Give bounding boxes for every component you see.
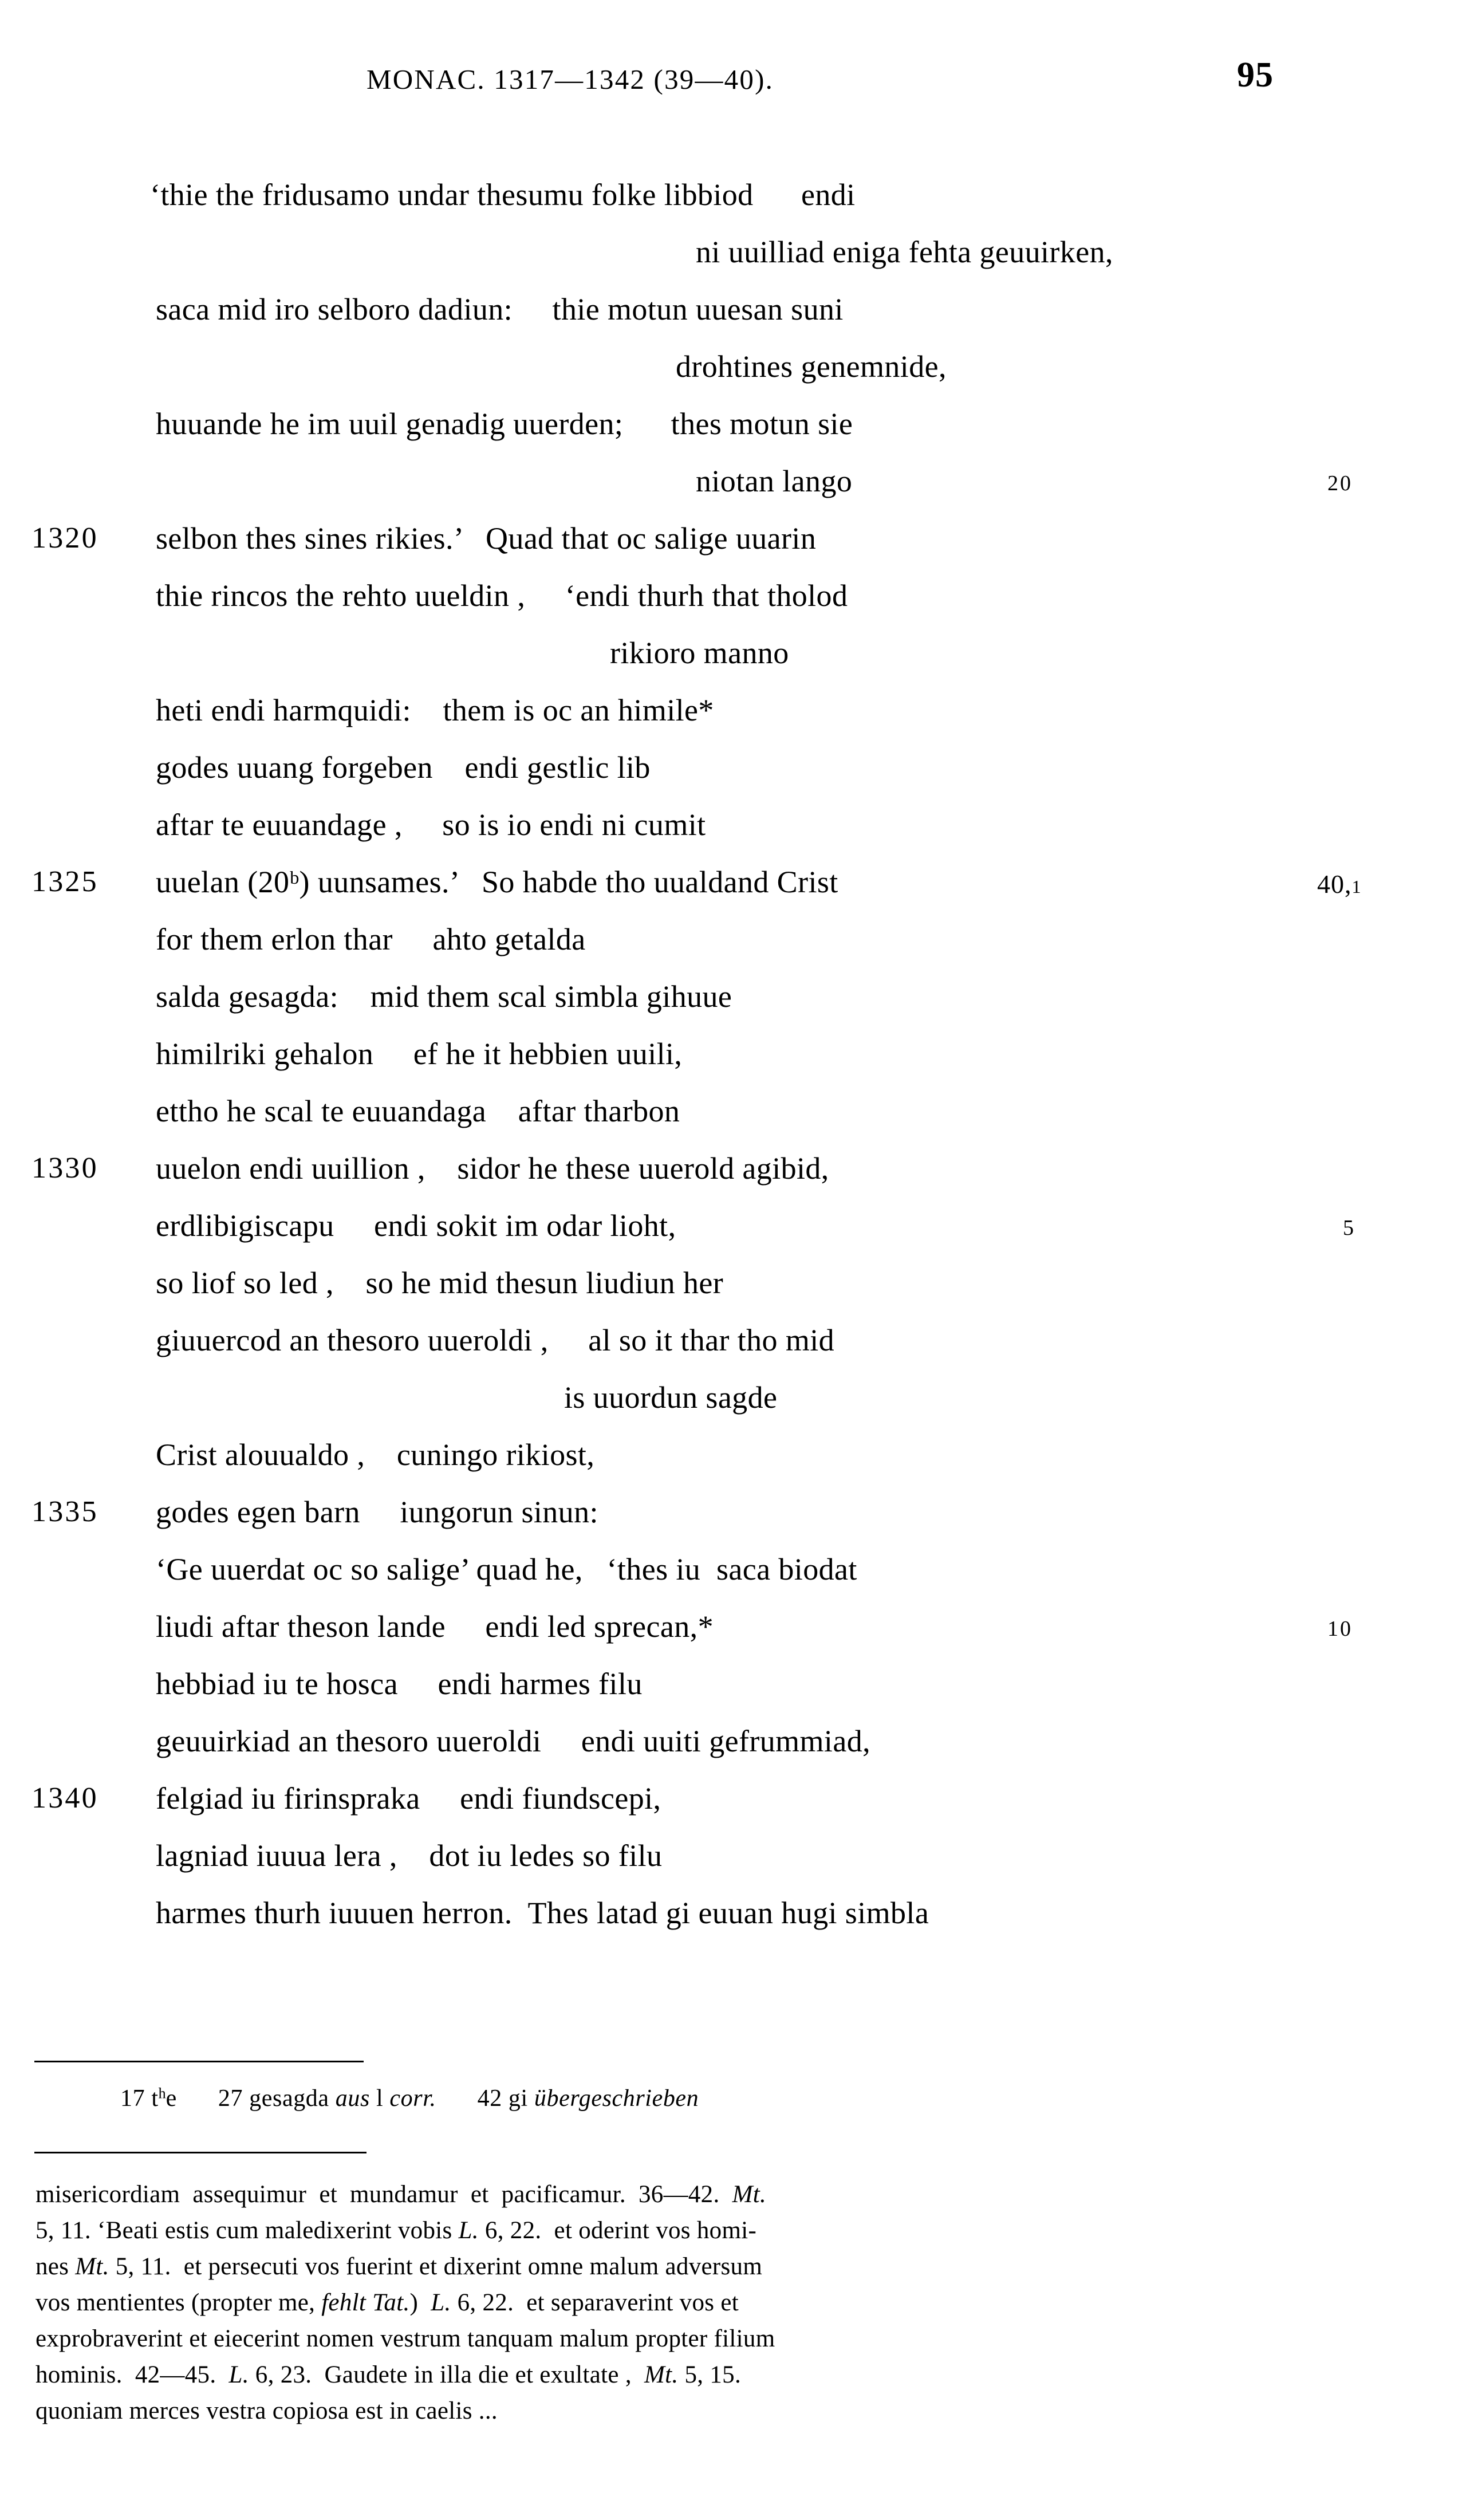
verse-line-text: aftar te euuandage , so is io endi ni cumit — [156, 808, 706, 842]
verse-line-number: 1335 — [31, 1495, 98, 1528]
verse-line-text: saca mid iro selboro dadiun: thie motun uuesan suni — [156, 292, 844, 326]
footnote-line: quoniam merces vestra copiosa est in caelis ... — [36, 2397, 498, 2424]
verse-line-text: ettho he scal te euuandaga aftar tharbon — [156, 1094, 680, 1128]
apparatus-rule-top — [34, 2061, 364, 2062]
verse-line — [0, 1541, 1466, 1598]
verse-line — [0, 853, 1466, 911]
verse-line — [0, 1712, 1466, 1770]
verse-line-text: felgiad iu firinspraka endi fiundscepi, — [156, 1781, 661, 1816]
apparatus-entry-3-line: 42 — [477, 2085, 502, 2112]
verse-line-text: ‘Ge uuerdat oc so salige’ quad he, ‘thes iu saca biodat — [156, 1552, 857, 1586]
verse-line-text: selbon thes sines rikies.’ Quad that oc salige uuarin — [156, 521, 817, 556]
running-head-title: MONAC. 1317—1342 (39—40). — [366, 64, 774, 95]
footnote-line: vos mentientes (propter me, fehlt Tat.) L. 6, 22. et separaverint vos et — [36, 2289, 739, 2316]
verse-line-text: uuelon endi uuillion , sidor he these uuerold agibid, — [156, 1151, 829, 1186]
verse-line — [0, 1197, 1466, 1254]
verse-line-text: godes egen barn iungorun sinun: — [156, 1495, 598, 1529]
verse-block — [0, 166, 1466, 1942]
latin-source-footnote — [36, 2176, 1307, 2429]
verse-line — [0, 1770, 1466, 1827]
verse-line-text: liudi aftar theson lande endi led sprecan,* — [156, 1609, 714, 1644]
apparatus-criticus — [120, 2085, 699, 2112]
apparatus-entry-3-note: übergeschrieben — [534, 2085, 699, 2112]
marginal-reference-number: 40,1 — [1317, 869, 1362, 899]
page-number: 95 — [1237, 56, 1274, 94]
apparatus-entry-2-note-b: corr. — [389, 2085, 436, 2112]
verse-line — [0, 567, 1466, 624]
verse-line — [0, 911, 1466, 968]
verse-line — [0, 395, 1466, 452]
marginal-reference-number: 10 — [1327, 1617, 1353, 1641]
apparatus-entry-1-line: 17 — [120, 2085, 145, 2112]
marginal-reference-number: 5 — [1343, 1216, 1355, 1240]
footnote-line: nes Mt. 5, 11. et persecuti vos fuerint et dixerint omne malum adversum — [36, 2253, 763, 2280]
verse-line — [0, 968, 1466, 1025]
verse-line — [0, 1598, 1466, 1655]
running-head — [0, 56, 1466, 115]
verse-line-text: thie rincos the rehto uueldin , ‘endi thurh that tholod — [156, 578, 848, 613]
verse-line — [0, 682, 1466, 739]
apparatus-entry-1-tail: e — [165, 2085, 177, 2112]
apparatus-rule-bottom — [34, 2152, 366, 2153]
verse-line — [0, 223, 1466, 281]
footnote-line: misericordiam assequimur et mundamur et pacificamur. 36—42. Mt. — [36, 2181, 767, 2208]
verse-line — [0, 1884, 1466, 1942]
verse-line-text: uuelan (20ᵇ) uunsames.’ So habde tho uualdand Crist — [156, 865, 838, 899]
apparatus-entry-1-superscript: h — [158, 2085, 166, 2102]
verse-line-text: giuuercod an thesoro uueroldi , al so it thar tho mid — [156, 1323, 835, 1357]
footnote-line: exprobraverint et eiecerint nomen vestrum tanquam malum propter filium — [36, 2325, 775, 2352]
verse-line — [0, 338, 1466, 395]
verse-line-text: ni uuilliad eniga fehta geuuirken, — [696, 235, 1113, 269]
verse-line — [0, 1426, 1466, 1483]
verse-line — [0, 1827, 1466, 1884]
verse-line-number: 1340 — [31, 1782, 98, 1814]
apparatus-entry-3-lemma: gi — [508, 2085, 528, 2112]
verse-line-text: Crist alouualdo , cuningo rikiost, — [156, 1438, 595, 1472]
verse-line — [0, 1655, 1466, 1712]
verse-line-text: himilriki gehalon ef he it hebbien uuili, — [156, 1037, 683, 1071]
verse-line-text: for them erlon thar ahto getalda — [156, 922, 586, 956]
verse-line — [0, 452, 1466, 510]
apparatus-entry-2-note-a: aus — [335, 2085, 370, 2112]
verse-line-number: 1320 — [31, 522, 98, 554]
verse-line-text: heti endi harmquidi: them is oc an himile* — [156, 693, 714, 727]
verse-line-text: lagniad iuuua lera , dot iu ledes so filu — [156, 1838, 663, 1873]
verse-line-text: rikioro manno — [610, 636, 789, 670]
verse-line — [0, 281, 1466, 338]
verse-line-text: erdlibigiscapu endi sokit im odar lioht, — [156, 1208, 676, 1243]
verse-line-text: drohtines genemnide, — [676, 349, 947, 384]
verse-line — [0, 739, 1466, 796]
footnote-line: hominis. 42—45. L. 6, 23. Gaudete in illa die et exultate , Mt. 5, 15. — [36, 2361, 742, 2388]
verse-line — [0, 1082, 1466, 1140]
footnote-line: 5, 11. ‘Beati estis cum maledixerint vobis L. 6, 22. et oderint vos homi- — [36, 2217, 757, 2244]
verse-line — [0, 1254, 1466, 1312]
apparatus-entry-2-lemma: gesagda — [249, 2085, 329, 2112]
verse-line-text: godes uuang forgeben endi gestlic lib — [156, 750, 651, 785]
apparatus-entry-2-line: 27 — [218, 2085, 243, 2112]
apparatus-entry-2-mid: l — [376, 2085, 384, 2112]
verse-line-text: niotan lango — [696, 464, 853, 498]
verse-line-text: ‘thie the fridusamo undar thesumu folke libbiod endi — [150, 178, 856, 212]
verse-line — [0, 1369, 1466, 1426]
verse-line-text: so liof so led , so he mid thesun liudiun her — [156, 1266, 724, 1300]
verse-line — [0, 1312, 1466, 1369]
verse-line — [0, 510, 1466, 567]
verse-line-text: hebbiad iu te hosca endi harmes filu — [156, 1667, 643, 1701]
marginal-reference-number: 20 — [1327, 471, 1353, 495]
verse-line — [0, 166, 1466, 223]
verse-line — [0, 796, 1466, 853]
verse-line — [0, 624, 1466, 682]
verse-line — [0, 1483, 1466, 1541]
verse-line-text: is uuordun sagde — [564, 1380, 778, 1415]
verse-line-text: salda gesagda: mid them scal simbla gihuue — [156, 979, 732, 1014]
verse-line-text: geuuirkiad an thesoro uueroldi endi uuiti gefrummiad, — [156, 1724, 871, 1758]
apparatus-entry-1-lemma: t — [151, 2085, 159, 2112]
verse-line-number: 1330 — [31, 1152, 98, 1184]
verse-line-number: 1325 — [31, 865, 98, 898]
verse-line-text: harmes thurh iuuuen herron. Thes latad gi euuan hugi simbla — [156, 1896, 929, 1930]
verse-line-text: huuande he im uuil genadig uuerden; thes motun sie — [156, 407, 853, 441]
verse-line — [0, 1025, 1466, 1082]
verse-line — [0, 1140, 1466, 1197]
